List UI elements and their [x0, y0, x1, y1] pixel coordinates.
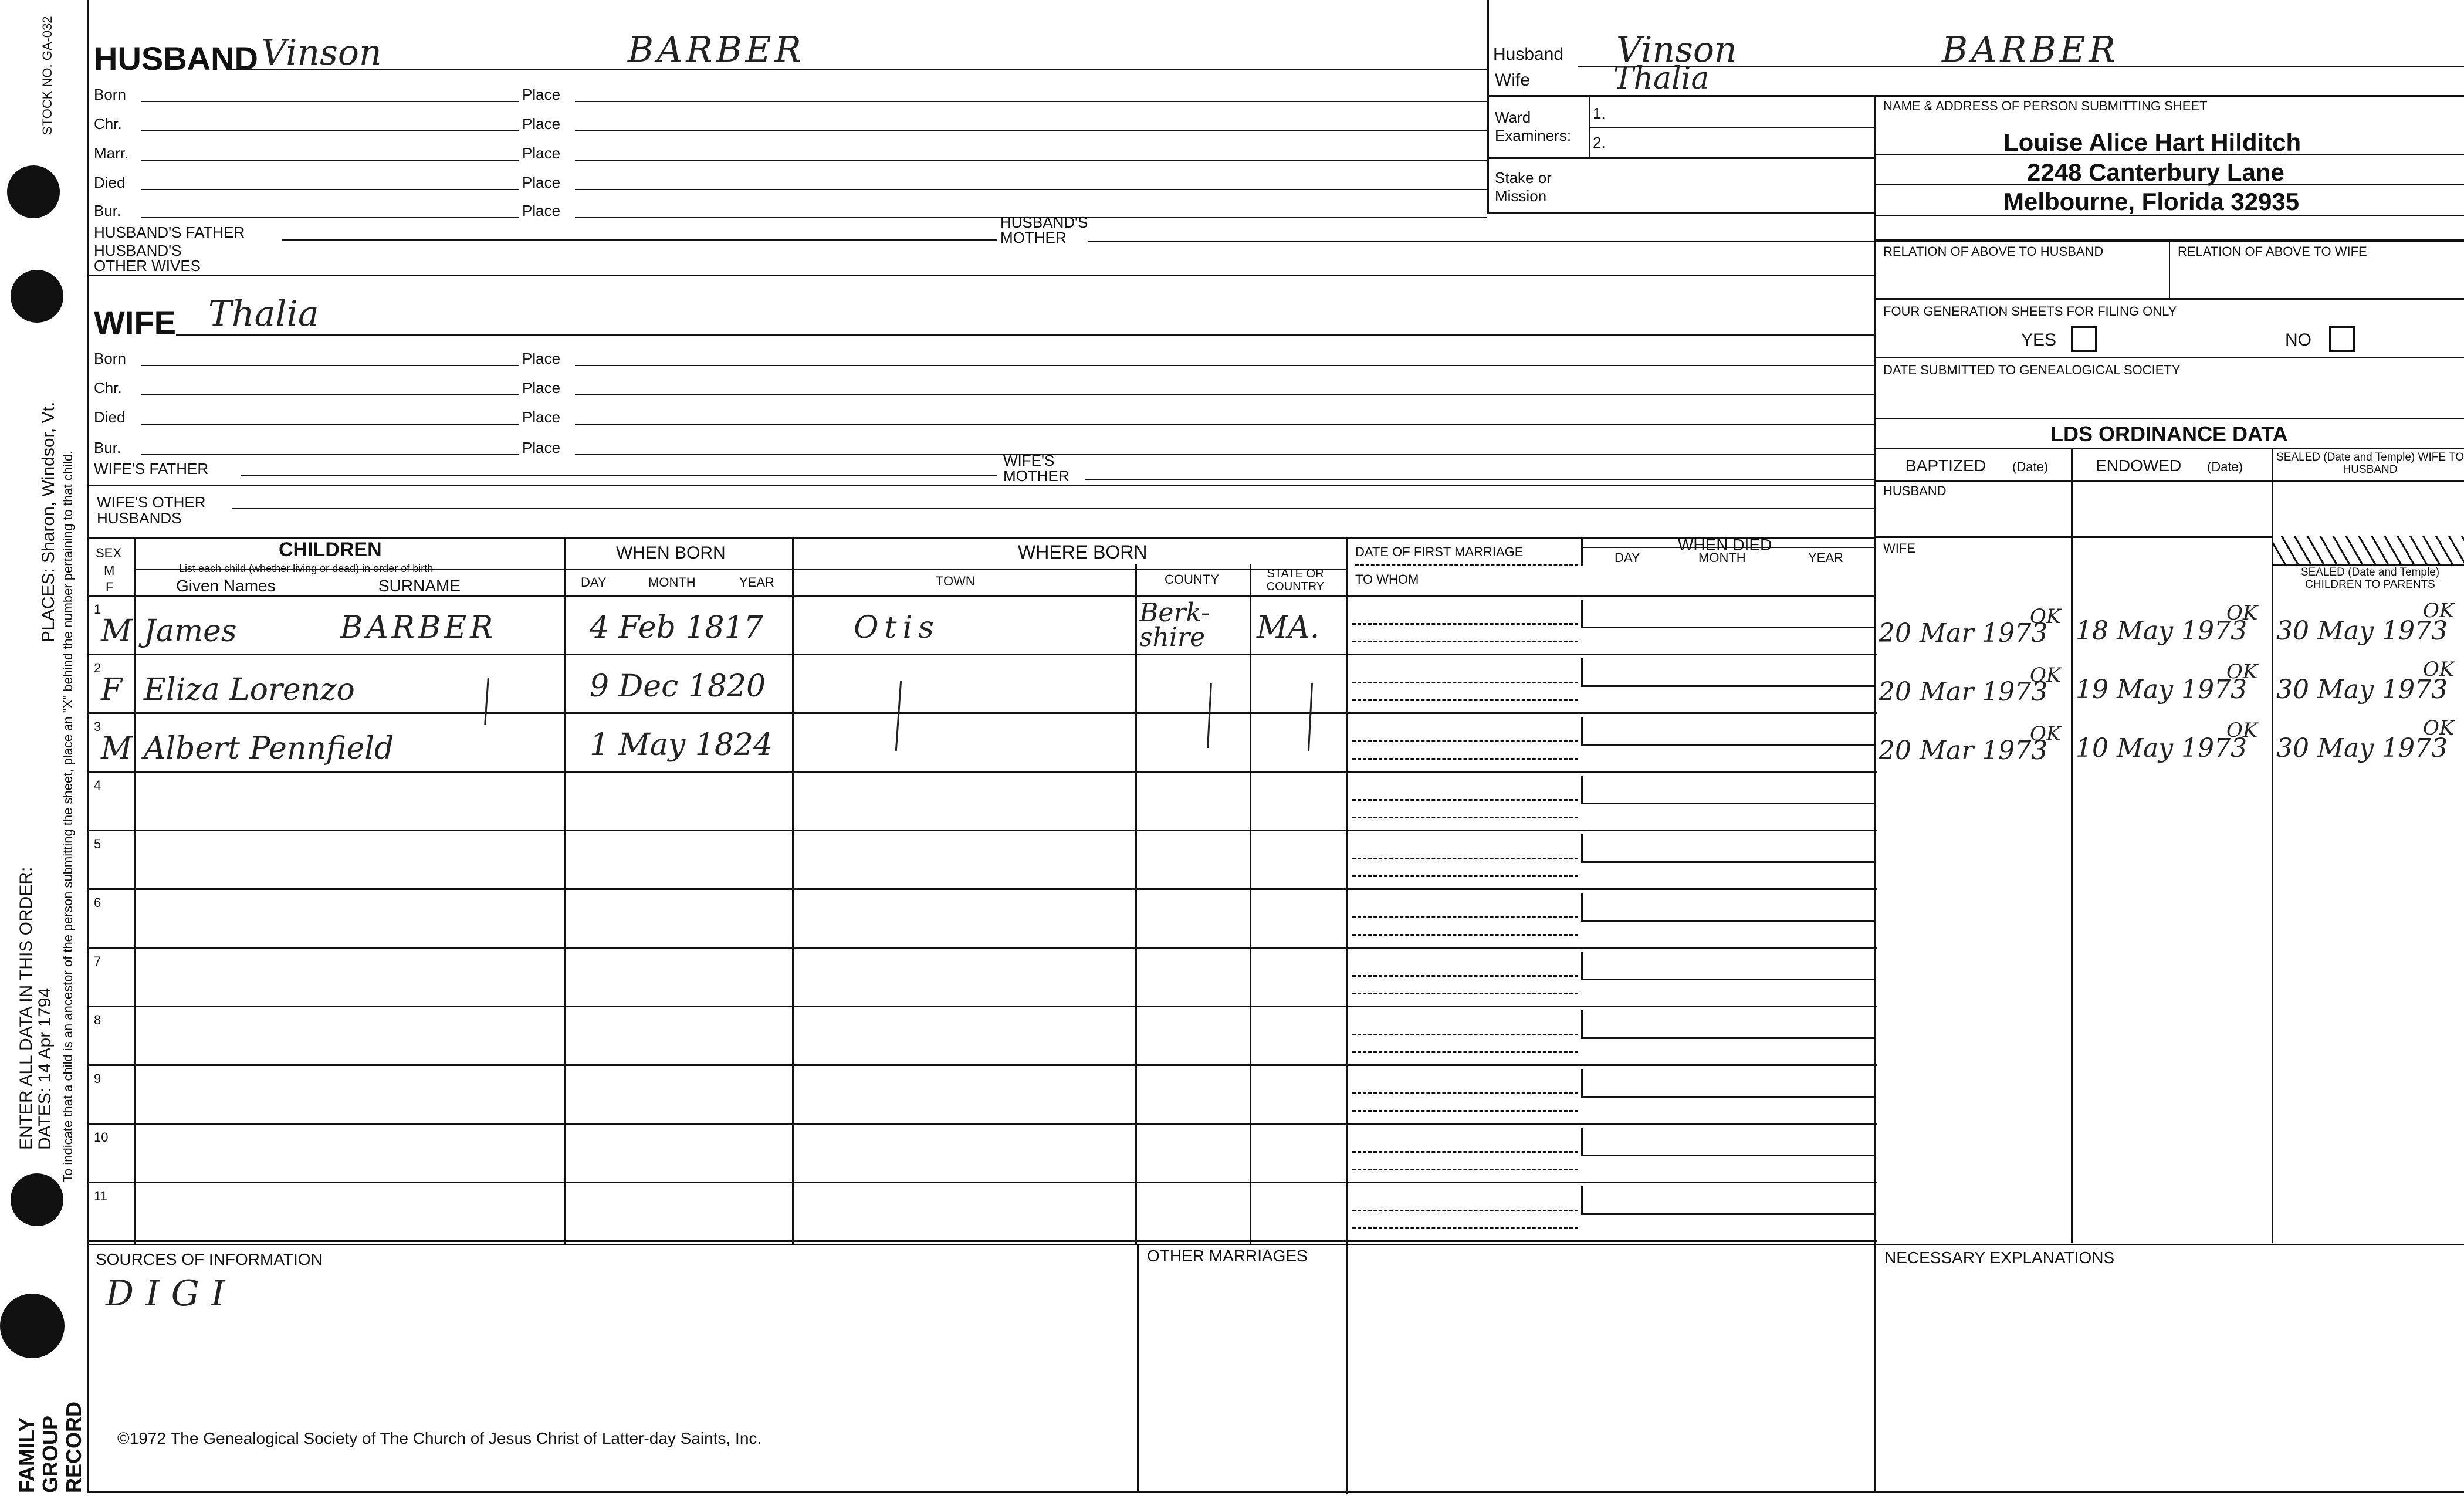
row-died-box-line [1581, 744, 1874, 746]
row-number: 5 [94, 837, 101, 851]
col-when-born: WHEN BORN [616, 543, 726, 563]
col-divider-town [1135, 564, 1137, 1245]
no-label: NO [2285, 330, 2311, 350]
row-died-box-left [1581, 600, 1583, 628]
row-bottom-line [87, 1182, 1877, 1183]
header-husband-given: Vinson [1616, 29, 1737, 70]
row-number: 4 [94, 778, 101, 793]
wifes-other-husbands-label: WIFE'S OTHER HUSBANDS [97, 493, 206, 527]
row-died-box-line [1581, 920, 1874, 922]
child-sealed-ok: OK [2423, 658, 2455, 681]
child-surname: BARBER [340, 610, 497, 645]
row-bottom-line [87, 1240, 1877, 1242]
lds-title: LDS ORDINANCE DATA [2050, 422, 2288, 446]
other-marriages-label: OTHER MARRIAGES [1147, 1247, 1308, 1265]
child-birth-date: 9 Dec 1820 [590, 669, 766, 704]
row-died-box-line [1581, 861, 1874, 863]
husbands-father-label: HUSBAND'S FATHER [94, 224, 245, 241]
husband-surname: BARBER [628, 29, 805, 70]
four-gen-label: FOUR GENERATION SHEETS FOR FILING ONLY [1883, 304, 2177, 319]
relation-divider [2169, 239, 2170, 299]
child-sealed: 30 May 1973 [2276, 675, 2448, 705]
row-number: 10 [94, 1130, 109, 1145]
wifes-father-line [241, 475, 997, 476]
submitter-line-1 [1874, 154, 2464, 155]
where-subhead-line [566, 569, 1346, 570]
wife-died-label: Died [94, 408, 126, 426]
wifes-father-label: WIFE'S FATHER [94, 460, 209, 478]
row-bottom-line [87, 654, 1877, 655]
examiner-1: 1. [1593, 104, 1606, 122]
wife-born-place-label: Place [522, 350, 561, 367]
child-given-name: James [144, 614, 237, 649]
row-whom-dash [1352, 758, 1578, 760]
row-bottom-line [87, 1064, 1877, 1066]
child-sex: M [101, 731, 133, 766]
submitter-line-3 [1874, 215, 2464, 216]
ditto-surname [484, 678, 489, 725]
row-marriage-dash [1352, 1034, 1578, 1035]
wife-heading: WIFE [94, 304, 176, 341]
row-marriage-dash [1352, 1151, 1578, 1153]
col-divider-state [1346, 537, 1348, 1494]
wifes-mother-line [1085, 479, 1874, 480]
row-whom-dash [1352, 934, 1578, 936]
husband-born-place-line [575, 101, 1487, 102]
col-first-marriage: DATE OF FIRST MARRIAGE [1355, 544, 1524, 559]
when-died-left [1581, 537, 1583, 566]
binder-hole-3 [11, 1173, 63, 1226]
row-died-box-left [1581, 893, 1583, 921]
wife-died-place-label: Place [522, 408, 561, 426]
husband-marr-place-line [575, 160, 1487, 161]
row-died-box-line [1581, 627, 1874, 628]
sources-label: SOURCES OF INFORMATION [96, 1250, 323, 1268]
col-surname: SURNAME [378, 577, 461, 595]
copyright: ©1972 The Genealogical Society of The Church of Jesus Christ of Latter-day Saints, Inc. [117, 1429, 762, 1447]
row-died-box-line [1581, 979, 1874, 980]
col-sex: SEX [96, 546, 122, 560]
explanations-label: NECESSARY EXPLANATIONS [1884, 1248, 2115, 1267]
husband-marr-label: Marr. [94, 144, 129, 162]
date-submitted-bottom [1874, 418, 2464, 419]
row-bottom-line [87, 712, 1877, 714]
child-baptized-ok: OK [2030, 605, 2062, 628]
row-marriage-dash [1352, 799, 1578, 801]
row-marriage-dash [1352, 975, 1578, 977]
row-died-box-line [1581, 1213, 1874, 1215]
relation-wife-label: RELATION OF ABOVE TO WIFE [2178, 244, 2367, 259]
child-sealed-ok: OK [2423, 716, 2455, 740]
wife-chr-label: Chr. [94, 379, 122, 397]
child-endowed-ok: OK [2226, 601, 2258, 625]
wife-given-name: Thalia [208, 293, 319, 334]
row-whom-dash [1352, 817, 1578, 818]
table-header-bottom [87, 595, 1874, 597]
wife-chr-line [141, 394, 519, 395]
header-husband-surname: BARBER [1942, 29, 2119, 70]
col-divider-children [564, 537, 566, 1245]
row-whom-dash [1352, 1227, 1578, 1229]
row-number: 3 [94, 719, 101, 734]
row-bottom-line [87, 888, 1877, 890]
husband-born-line [141, 101, 519, 102]
row-marriage-dash [1352, 916, 1578, 918]
wife-name-line [176, 334, 1874, 336]
col-when-died: WHEN DIED [1678, 536, 1772, 554]
row-marriage-dash [1352, 682, 1578, 683]
row-died-box-left [1581, 1186, 1583, 1214]
row-died-box-left [1581, 658, 1583, 686]
child-given-name: Albert Pennfield [144, 731, 394, 766]
child-endowed: 10 May 1973 [2076, 733, 2248, 763]
child-baptized: 20 Mar 1973 [1879, 618, 2048, 648]
record-title-2: GROUP [38, 1415, 62, 1493]
no-checkbox[interactable] [2329, 326, 2355, 352]
col-divider-born [792, 537, 794, 1245]
col-year: YEAR [739, 575, 774, 590]
husband-chr-label: Chr. [94, 115, 122, 133]
husband-died-label: Died [94, 174, 126, 191]
lds-wife-label: WIFE [1883, 541, 1915, 556]
col-to-whom: TO WHOM [1355, 572, 1419, 587]
husband-born-place-label: Place [522, 86, 561, 103]
right-column-divider [1874, 97, 1876, 1493]
stake-bottom-line [1487, 212, 1874, 214]
child-baptized: 20 Mar 1973 [1879, 736, 2048, 766]
form-bottom-border [87, 1491, 2464, 1493]
col-county: COUNTY [1165, 572, 1219, 587]
husband-died-place-label: Place [522, 174, 561, 191]
child-birth-date: 1 May 1824 [590, 727, 773, 763]
binder-hole-4 [0, 1294, 65, 1358]
husband-bur-line [141, 217, 519, 218]
row-bottom-line [87, 830, 1877, 831]
col-where-born: WHERE BORN [1018, 541, 1148, 563]
yes-checkbox[interactable] [2071, 326, 2097, 352]
ditto-town [895, 681, 902, 751]
husbands-other-wives-label: HUSBAND'S OTHER WIVES [94, 242, 201, 275]
col-divider-sex [134, 537, 136, 1245]
husband-marr-line [141, 160, 519, 161]
lds-header-bottom [1874, 480, 2464, 482]
ditto-county [1207, 683, 1212, 748]
margin-instruction: To indicate that a child is an ancestor of the person submitting the sheet, place an "X" behind the number pertaining to that child. [60, 450, 75, 1182]
child-birth-date: 4 Feb 1817 [590, 610, 763, 645]
row-whom-dash [1352, 1110, 1578, 1112]
ward-bottom-line [1487, 157, 1874, 159]
child-town: Otis [854, 610, 940, 645]
row-died-box-left [1581, 952, 1583, 980]
margin-enter-all: ENTER ALL DATA IN THIS ORDER: [16, 867, 36, 1150]
wife-bur-place-label: Place [522, 439, 561, 456]
row-marriage-dash [1352, 1210, 1578, 1211]
child-sealed: 30 May 1973 [2276, 733, 2448, 763]
col-month: MONTH [648, 575, 696, 590]
child-baptized-ok: OK [2030, 664, 2062, 687]
submitter-line-2 [1874, 184, 2464, 185]
row-whom-dash [1352, 875, 1578, 877]
husband-died-line [141, 189, 519, 190]
row-whom-dash [1352, 1169, 1578, 1170]
col-children: CHILDREN [279, 539, 382, 561]
header-wife-given: Thalia [1613, 61, 1710, 96]
wife-bur-place-line [575, 454, 1874, 455]
col-given-names: Given Names [176, 577, 276, 595]
yes-label: YES [2021, 330, 2057, 350]
footer-top [87, 1244, 2464, 1245]
wifes-other-husbands-line [232, 508, 1874, 509]
lds-col-divider-1 [2071, 448, 2073, 1243]
child-sex: M [101, 614, 133, 649]
child-sealed: 30 May 1973 [2276, 616, 2448, 646]
row-number: 7 [94, 954, 101, 969]
husband-born-label: Born [94, 86, 126, 103]
row-died-box-line [1581, 1037, 1874, 1039]
col-sex-m: M [104, 563, 115, 578]
col-died-year: YEAR [1808, 550, 1843, 565]
header-husband-line [1578, 66, 2464, 67]
row-died-box-left [1581, 834, 1583, 862]
col-list-note: List each child (whether living or dead) in order of birth [179, 563, 434, 574]
row-bottom-line [87, 771, 1877, 773]
footer-divider-1 [1137, 1244, 1139, 1493]
header-husband-label: Husband [1493, 45, 1564, 64]
wife-born-label: Born [94, 350, 126, 367]
wifes-mother-label: WIFE'S MOTHER [1003, 452, 1069, 485]
examiner-2: 2. [1593, 134, 1606, 151]
lds-baptized-date: (Date) [2012, 459, 2049, 474]
row-died-box-line [1581, 685, 1874, 687]
husbands-father-line [282, 239, 997, 241]
husband-marr-place-label: Place [522, 144, 561, 162]
binder-hole-1 [7, 165, 60, 218]
husband-chr-line [141, 130, 519, 131]
husband-heading: HUSBAND [94, 40, 258, 77]
header-box-left [1487, 0, 1489, 214]
wife-bur-label: Bur. [94, 439, 121, 456]
row-died-box-left [1581, 1069, 1583, 1097]
child-endowed: 18 May 1973 [2076, 616, 2248, 646]
husbands-mother-label: HUSBAND'S MOTHER [1000, 214, 1088, 246]
submitter-city: Melbourne, Florida 32935 [2003, 188, 2300, 215]
header-wife-label: Wife [1495, 70, 1530, 90]
binder-hole-2 [11, 270, 63, 323]
wife-bur-line [141, 454, 519, 455]
submitter-label: NAME & ADDRESS OF PERSON SUBMITTING SHEET [1883, 99, 2208, 113]
col-divider-county [1250, 564, 1251, 1245]
husband-name-line [229, 69, 1487, 70]
ditto-state [1308, 683, 1313, 751]
husband-bur-place-label: Place [522, 202, 561, 219]
lds-endowed-date: (Date) [2207, 459, 2243, 474]
margin-dates: DATES: 14 Apr 1794 [35, 987, 55, 1150]
header-wife-line [1487, 95, 2464, 97]
child-sex: F [101, 672, 123, 708]
col-died-day: DAY [1615, 550, 1640, 565]
four-gen-bottom [1874, 357, 2464, 358]
row-bottom-line [87, 1006, 1877, 1007]
row-bottom-line [87, 947, 1877, 949]
row-marriage-dash [1352, 1092, 1578, 1094]
col-died-month: MONTH [1698, 550, 1746, 565]
sources-value: DIGI [106, 1273, 237, 1314]
wife-died-place-line [575, 424, 1874, 425]
wife-died-line [141, 424, 519, 425]
row-whom-dash [1352, 1051, 1578, 1053]
husband-section-bottom [87, 275, 1876, 276]
sealed-hatch [2273, 536, 2464, 566]
row-marriage-dash [1352, 858, 1578, 859]
row-died-box-line [1581, 803, 1874, 804]
row-died-box-left [1581, 1128, 1583, 1156]
lds-col-divider-2 [2272, 448, 2273, 1243]
col-day: DAY [581, 575, 607, 590]
child-endowed-ok: OK [2226, 719, 2258, 742]
ward-examiners-label: Ward Examiners: [1495, 109, 1572, 145]
row-died-box-line [1581, 1096, 1874, 1098]
row-died-box-left [1581, 717, 1583, 745]
wife-parents-bottom [87, 485, 1874, 486]
wife-born-line [141, 365, 519, 366]
wife-chr-place-label: Place [522, 379, 561, 397]
child-state: MA. [1257, 610, 1320, 645]
row-whom-dash [1352, 993, 1578, 994]
husband-bur-label: Bur. [94, 202, 121, 219]
stock-number: STOCK NO. GA-032 [40, 16, 55, 135]
row-whom-dash [1352, 699, 1578, 701]
husband-given-name: Vinson [261, 32, 382, 73]
record-title-3: RECORD [62, 1401, 86, 1493]
lds-endowed-label: ENDOWED [2096, 456, 2182, 475]
husband-died-place-line [575, 189, 1487, 190]
child-sealed-ok: OK [2423, 599, 2455, 622]
row-number: 9 [94, 1071, 101, 1086]
row-whom-dash [1352, 641, 1578, 642]
record-title-1: FAMILY [15, 1417, 39, 1493]
row-died-box-line [1581, 1155, 1874, 1156]
when-died-top [1581, 547, 1874, 548]
row-number: 1 [94, 602, 101, 617]
col-town: TOWN [936, 574, 975, 588]
relation-bottom [1874, 298, 2464, 300]
lds-sealed-children-label: SEALED (Date and Temple) CHILDREN TO PARENTS [2300, 566, 2440, 591]
husband-chr-place-label: Place [522, 115, 561, 133]
row-number: 6 [94, 895, 101, 910]
child-county: Berk-shire [1139, 598, 1210, 652]
child-given-name: Eliza Lorenzo [144, 672, 355, 708]
wife-chr-place-line [575, 394, 1874, 395]
row-number: 2 [94, 661, 101, 675]
child-endowed: 19 May 1973 [2076, 675, 2248, 705]
submitter-name: Louise Alice Hart Hilditch [2003, 128, 2301, 156]
row-marriage-dash [1352, 740, 1578, 742]
submitter-street: 2248 Canterbury Lane [2027, 158, 2284, 186]
date-submitted-label: DATE SUBMITTED TO GENEALOGICAL SOCIETY [1883, 363, 2181, 377]
col-sex-f: F [106, 580, 114, 594]
lds-husband-label: HUSBAND [1883, 483, 1947, 498]
row-marriage-dash [1352, 623, 1578, 625]
form-left-border [87, 0, 89, 1493]
examiner-1-line [1589, 127, 1874, 128]
row-died-box-left [1581, 776, 1583, 804]
child-baptized-ok: OK [2030, 722, 2062, 746]
wife-born-place-line [575, 365, 1874, 366]
husband-chr-place-line [575, 130, 1487, 131]
child-baptized: 20 Mar 1973 [1879, 677, 2048, 707]
row-bottom-line [87, 1123, 1877, 1125]
row-died-box-left [1581, 1010, 1583, 1038]
row-number: 8 [94, 1013, 101, 1027]
lds-sealed-wife-label: SEALED (Date and Temple) WIFE TO HUSBAND [2276, 451, 2464, 476]
col-state: STATE OR COUNTRY [1266, 567, 1325, 593]
row-number: 11 [94, 1189, 107, 1203]
first-marriage-dash [1355, 564, 1578, 566]
margin-places: PLACES: Sharon, Windsor, Vt. [39, 401, 58, 642]
stake-mission-label: Stake or Mission [1495, 169, 1552, 205]
lds-baptized-label: BAPTIZED [1905, 456, 1986, 475]
child-endowed-ok: OK [2226, 660, 2258, 683]
relation-husband-label: RELATION OF ABOVE TO HUSBAND [1883, 244, 2104, 259]
lds-title-line [1874, 448, 2464, 449]
